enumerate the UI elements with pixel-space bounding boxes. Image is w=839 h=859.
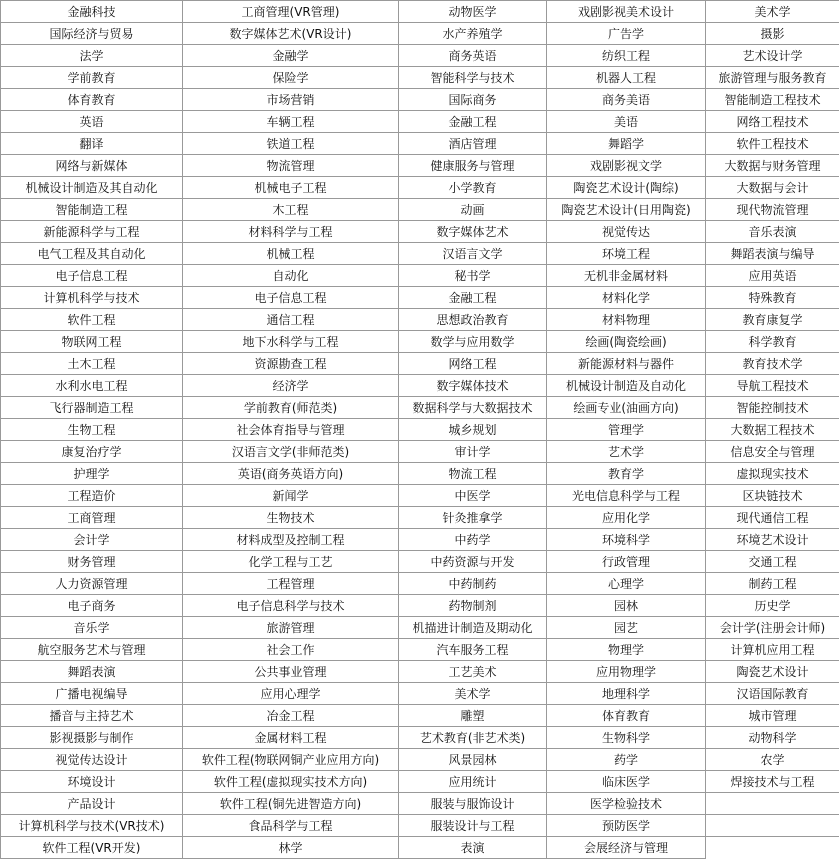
table-cell: 生物工程 <box>1 419 183 441</box>
table-cell: 思想政治教育 <box>399 309 547 331</box>
table-cell: 表演 <box>399 837 547 859</box>
table-cell: 风景园林 <box>399 749 547 771</box>
table-cell: 环境艺术设计 <box>706 529 839 551</box>
table-row <box>1 155 839 177</box>
table-cell: 视觉传达设计 <box>1 749 183 771</box>
table-cell: 材料科学与工程 <box>183 221 399 243</box>
table-cell-empty <box>706 815 839 837</box>
table-cell: 旅游管理 <box>183 617 399 639</box>
table-cell: 焊接技术与工程 <box>706 771 839 793</box>
table-cell: 保险学 <box>183 67 399 89</box>
table-cell: 化学工程与工艺 <box>183 551 399 573</box>
table-cell: 金融工程 <box>399 287 547 309</box>
table-cell: 软件工程(物联网铜产业应用方向) <box>183 749 399 771</box>
table-cell: 计算机应用工程 <box>706 639 839 661</box>
table-cell: 自动化 <box>183 265 399 287</box>
table-cell: 软件工程 <box>1 309 183 331</box>
table-cell: 工商管理(VR管理) <box>183 1 399 23</box>
table-cell: 电子信息工程 <box>183 287 399 309</box>
table-cell: 电子信息工程 <box>1 265 183 287</box>
table-cell: 电子商务 <box>1 595 183 617</box>
table-cell: 金融学 <box>183 45 399 67</box>
majors-table-body <box>1 1 839 859</box>
table-cell: 动物科学 <box>706 727 839 749</box>
table-cell: 酒店管理 <box>399 133 547 155</box>
table-cell: 历史学 <box>706 595 839 617</box>
table-cell: 应用化学 <box>547 507 706 529</box>
table-cell: 现代物流管理 <box>706 199 839 221</box>
table-cell: 心理学 <box>547 573 706 595</box>
table-row <box>1 331 839 353</box>
table-cell: 秘书学 <box>399 265 547 287</box>
table-cell: 服装设计与工程 <box>399 815 547 837</box>
table-cell: 陶瓷艺术设计(陶综) <box>547 177 706 199</box>
table-row <box>1 375 839 397</box>
table-row <box>1 705 839 727</box>
table-cell: 产品设计 <box>1 793 183 815</box>
table-cell: 绘画专业(油画方向) <box>547 397 706 419</box>
table-cell: 公共事业管理 <box>183 661 399 683</box>
table-cell: 金融工程 <box>399 111 547 133</box>
table-cell: 会计学(注册会计师) <box>706 617 839 639</box>
table-cell: 影视摄影与制作 <box>1 727 183 749</box>
table-row <box>1 67 839 89</box>
table-cell: 法学 <box>1 45 183 67</box>
table-cell: 商务美语 <box>547 89 706 111</box>
table-cell: 航空服务艺术与管理 <box>1 639 183 661</box>
table-cell: 机械设计制造及自动化 <box>547 375 706 397</box>
table-cell: 英语 <box>1 111 183 133</box>
table-row <box>1 23 839 45</box>
table-cell: 美术学 <box>706 1 839 23</box>
table-cell: 广告学 <box>547 23 706 45</box>
table-cell: 生物技术 <box>183 507 399 529</box>
table-cell: 计算机科学与技术 <box>1 287 183 309</box>
table-cell: 艺术设计学 <box>706 45 839 67</box>
table-cell: 智能制造工程 <box>1 199 183 221</box>
table-cell: 中药制药 <box>399 573 547 595</box>
table-cell: 汽车服务工程 <box>399 639 547 661</box>
table-cell: 智能制造工程技术 <box>706 89 839 111</box>
table-cell: 音乐学 <box>1 617 183 639</box>
table-cell: 健康服务与管理 <box>399 155 547 177</box>
table-cell: 工艺美术 <box>399 661 547 683</box>
table-cell: 中药资源与开发 <box>399 551 547 573</box>
table-row <box>1 243 839 265</box>
table-cell: 城市管理 <box>706 705 839 727</box>
table-cell: 纺织工程 <box>547 45 706 67</box>
table-cell: 中医学 <box>399 485 547 507</box>
table-cell: 软件工程(铜先进智造方向) <box>183 793 399 815</box>
table-cell: 美语 <box>547 111 706 133</box>
table-cell: 机械设计制造及其自动化 <box>1 177 183 199</box>
table-row <box>1 133 839 155</box>
table-row <box>1 639 839 661</box>
table-row <box>1 419 839 441</box>
table-cell: 材料物理 <box>547 309 706 331</box>
table-cell: 药物制剂 <box>399 595 547 617</box>
table-row <box>1 199 839 221</box>
table-cell: 园艺 <box>547 617 706 639</box>
table-row <box>1 287 839 309</box>
table-cell: 国际商务 <box>399 89 547 111</box>
table-cell: 陶瓷艺术设计(日用陶瓷) <box>547 199 706 221</box>
table-cell: 医学检验技术 <box>547 793 706 815</box>
table-cell: 教育学 <box>547 463 706 485</box>
table-cell: 舞蹈表演 <box>1 661 183 683</box>
table-cell: 新能源材料与器件 <box>547 353 706 375</box>
table-cell: 体育教育 <box>1 89 183 111</box>
table-cell: 林学 <box>183 837 399 859</box>
table-cell: 土木工程 <box>1 353 183 375</box>
table-row <box>1 1 839 23</box>
table-row <box>1 837 839 859</box>
table-cell: 物联网工程 <box>1 331 183 353</box>
table-row <box>1 551 839 573</box>
table-row <box>1 265 839 287</box>
table-cell: 农学 <box>706 749 839 771</box>
table-cell: 生物科学 <box>547 727 706 749</box>
table-cell: 药学 <box>547 749 706 771</box>
table-cell: 软件工程(虚拟现实技术方向) <box>183 771 399 793</box>
table-cell: 雕塑 <box>399 705 547 727</box>
table-cell: 导航工程技术 <box>706 375 839 397</box>
table-cell: 科学教育 <box>706 331 839 353</box>
table-cell: 数字媒体艺术 <box>399 221 547 243</box>
table-row <box>1 397 839 419</box>
table-cell: 播音与主持艺术 <box>1 705 183 727</box>
table-cell: 预防医学 <box>547 815 706 837</box>
table-cell: 网络工程技术 <box>706 111 839 133</box>
table-cell: 特殊教育 <box>706 287 839 309</box>
table-cell: 物流工程 <box>399 463 547 485</box>
table-row <box>1 353 839 375</box>
table-cell: 资源勘查工程 <box>183 353 399 375</box>
table-cell: 大数据与财务管理 <box>706 155 839 177</box>
table-cell: 服装与服饰设计 <box>399 793 547 815</box>
table-cell: 大数据与会计 <box>706 177 839 199</box>
table-cell: 软件工程(VR开发) <box>1 837 183 859</box>
table-cell: 数字媒体艺术(VR设计) <box>183 23 399 45</box>
table-cell: 材料成型及控制工程 <box>183 529 399 551</box>
table-row <box>1 45 839 67</box>
table-cell: 舞蹈表演与编导 <box>706 243 839 265</box>
table-cell: 针灸推拿学 <box>399 507 547 529</box>
table-cell: 机械电子工程 <box>183 177 399 199</box>
table-row <box>1 177 839 199</box>
table-cell: 体育教育 <box>547 705 706 727</box>
table-cell: 现代通信工程 <box>706 507 839 529</box>
table-cell: 汉语言文学(非师范类) <box>183 441 399 463</box>
table-cell-empty <box>706 793 839 815</box>
table-row <box>1 507 839 529</box>
table-row <box>1 661 839 683</box>
table-row <box>1 441 839 463</box>
table-cell: 商务英语 <box>399 45 547 67</box>
table-cell: 音乐表演 <box>706 221 839 243</box>
table-cell: 机械工程 <box>183 243 399 265</box>
table-row <box>1 463 839 485</box>
table-cell: 区块链技术 <box>706 485 839 507</box>
table-cell: 材料化学 <box>547 287 706 309</box>
table-cell: 无机非金属材料 <box>547 265 706 287</box>
table-cell: 汉语国际教育 <box>706 683 839 705</box>
table-cell: 教育技术学 <box>706 353 839 375</box>
table-cell: 戏剧影视美术设计 <box>547 1 706 23</box>
table-cell: 地理科学 <box>547 683 706 705</box>
table-cell: 机描进计制造及期动化 <box>399 617 547 639</box>
table-cell: 视觉传达 <box>547 221 706 243</box>
table-cell: 康复治疗学 <box>1 441 183 463</box>
table-cell: 智能科学与技术 <box>399 67 547 89</box>
table-cell: 小学教育 <box>399 177 547 199</box>
table-cell: 会展经济与管理 <box>547 837 706 859</box>
table-cell: 数据科学与大数据技术 <box>399 397 547 419</box>
table-row <box>1 771 839 793</box>
table-cell: 水产养殖学 <box>399 23 547 45</box>
table-cell: 摄影 <box>706 23 839 45</box>
table-cell: 大数据工程技术 <box>706 419 839 441</box>
table-cell: 园林 <box>547 595 706 617</box>
table-cell: 电气工程及其自动化 <box>1 243 183 265</box>
table-cell: 临床医学 <box>547 771 706 793</box>
table-cell: 旅游管理与服务教育 <box>706 67 839 89</box>
table-cell: 食品科学与工程 <box>183 815 399 837</box>
table-cell: 工程管理 <box>183 573 399 595</box>
table-row <box>1 485 839 507</box>
table-cell: 工商管理 <box>1 507 183 529</box>
table-cell: 戏剧影视文学 <box>547 155 706 177</box>
table-cell: 中药学 <box>399 529 547 551</box>
table-cell: 地下水科学与工程 <box>183 331 399 353</box>
table-cell: 动画 <box>399 199 547 221</box>
table-cell: 经济学 <box>183 375 399 397</box>
table-cell: 新能源科学与工程 <box>1 221 183 243</box>
table-cell: 应用英语 <box>706 265 839 287</box>
table-cell: 应用物理学 <box>547 661 706 683</box>
table-cell: 翻译 <box>1 133 183 155</box>
table-cell: 学前教育 <box>1 67 183 89</box>
table-row <box>1 309 839 331</box>
table-cell: 环境科学 <box>547 529 706 551</box>
table-cell: 智能控制技术 <box>706 397 839 419</box>
table-cell: 新闻学 <box>183 485 399 507</box>
table-cell: 陶瓷艺术设计 <box>706 661 839 683</box>
table-row <box>1 749 839 771</box>
table-cell: 网络工程 <box>399 353 547 375</box>
table-cell: 电子信息科学与技术 <box>183 595 399 617</box>
table-cell: 物理学 <box>547 639 706 661</box>
table-row <box>1 529 839 551</box>
table-cell: 应用心理学 <box>183 683 399 705</box>
table-cell: 人力资源管理 <box>1 573 183 595</box>
table-cell: 市场营销 <box>183 89 399 111</box>
table-cell: 光电信息科学与工程 <box>547 485 706 507</box>
table-row <box>1 573 839 595</box>
table-cell: 广播电视编导 <box>1 683 183 705</box>
table-cell: 环境设计 <box>1 771 183 793</box>
table-row <box>1 221 839 243</box>
table-cell: 工程造价 <box>1 485 183 507</box>
table-cell: 国际经济与贸易 <box>1 23 183 45</box>
table-row <box>1 815 839 837</box>
table-cell: 动物医学 <box>399 1 547 23</box>
table-cell: 网络与新媒体 <box>1 155 183 177</box>
table-cell: 社会工作 <box>183 639 399 661</box>
table-cell: 通信工程 <box>183 309 399 331</box>
table-cell: 行政管理 <box>547 551 706 573</box>
table-row <box>1 595 839 617</box>
table-row <box>1 89 839 111</box>
table-row <box>1 793 839 815</box>
table-cell: 护理学 <box>1 463 183 485</box>
table-cell: 环境工程 <box>547 243 706 265</box>
table-cell: 软件工程技术 <box>706 133 839 155</box>
table-cell: 舞蹈学 <box>547 133 706 155</box>
table-cell: 车辆工程 <box>183 111 399 133</box>
table-cell: 会计学 <box>1 529 183 551</box>
table-cell: 制药工程 <box>706 573 839 595</box>
table-cell: 教育康复学 <box>706 309 839 331</box>
table-cell: 绘画(陶瓷绘画) <box>547 331 706 353</box>
table-cell: 虚拟现实技术 <box>706 463 839 485</box>
table-cell-empty <box>706 837 839 859</box>
table-cell: 社会体育指导与管理 <box>183 419 399 441</box>
table-cell: 冶金工程 <box>183 705 399 727</box>
table-cell: 美术学 <box>399 683 547 705</box>
table-cell: 城乡规划 <box>399 419 547 441</box>
table-cell: 物流管理 <box>183 155 399 177</box>
table-cell: 学前教育(师范类) <box>183 397 399 419</box>
table-row <box>1 111 839 133</box>
table-cell: 金融科技 <box>1 1 183 23</box>
table-cell: 艺术学 <box>547 441 706 463</box>
table-cell: 计算机科学与技术(VR技术) <box>1 815 183 837</box>
table-cell: 财务管理 <box>1 551 183 573</box>
table-row <box>1 617 839 639</box>
table-cell: 木工程 <box>183 199 399 221</box>
table-cell: 飞行器制造工程 <box>1 397 183 419</box>
table-cell: 金属材料工程 <box>183 727 399 749</box>
table-cell: 英语(商务英语方向) <box>183 463 399 485</box>
table-cell: 机器人工程 <box>547 67 706 89</box>
table-cell: 管理学 <box>547 419 706 441</box>
table-row <box>1 727 839 749</box>
table-cell: 汉语言文学 <box>399 243 547 265</box>
table-cell: 应用统计 <box>399 771 547 793</box>
table-cell: 数学与应用数学 <box>399 331 547 353</box>
table-cell: 信息安全与管理 <box>706 441 839 463</box>
table-cell: 审计学 <box>399 441 547 463</box>
table-cell: 艺术教育(非艺术类) <box>399 727 547 749</box>
table-row <box>1 683 839 705</box>
table-cell: 水利水电工程 <box>1 375 183 397</box>
table-cell: 交通工程 <box>706 551 839 573</box>
table-cell: 数字媒体技术 <box>399 375 547 397</box>
table-cell: 铁道工程 <box>183 133 399 155</box>
